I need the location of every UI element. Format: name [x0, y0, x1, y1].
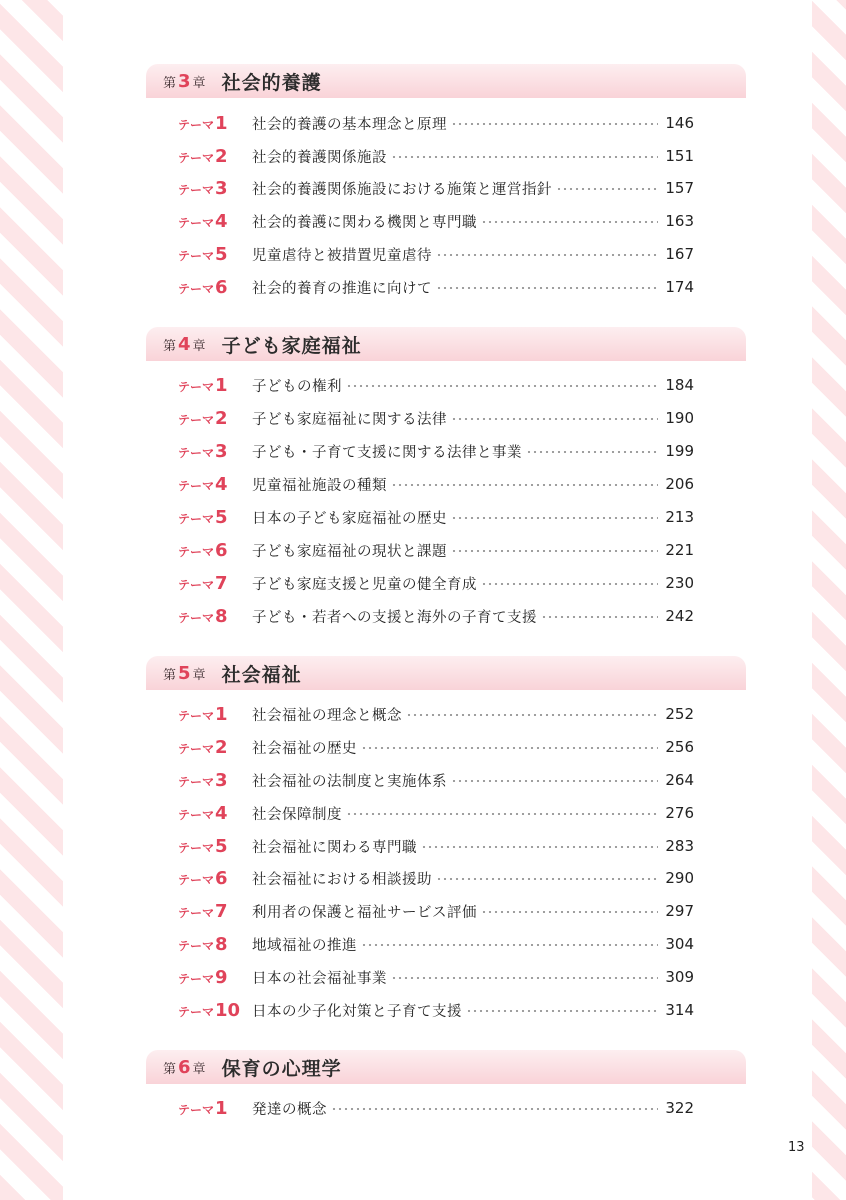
- page-number: 322: [665, 1099, 694, 1117]
- theme-number: テーマ 1: [178, 1097, 228, 1119]
- entry-title: 子ども家庭福祉の現状と課題: [252, 543, 447, 560]
- toc-entry[interactable]: [178, 571, 694, 595]
- theme-number: テーマ 6: [178, 276, 228, 298]
- page-number: 242: [665, 607, 694, 625]
- entry-title: 子どもの権利: [252, 378, 342, 395]
- chapter-title: 子ども家庭福祉: [221, 334, 362, 357]
- dot-leader: [481, 221, 658, 223]
- toc-entry[interactable]: [178, 1096, 694, 1120]
- toc-entry[interactable]: [178, 505, 694, 529]
- dot-leader: [451, 780, 658, 782]
- page-number: 151: [665, 147, 694, 165]
- toc-entry[interactable]: [178, 472, 694, 496]
- theme-number: テーマ 5: [178, 835, 228, 857]
- toc-entry[interactable]: [178, 176, 694, 200]
- dot-leader: [361, 747, 658, 749]
- toc-entry[interactable]: [178, 866, 694, 890]
- entry-title: 社会的養護関係施設における施策と運営指針: [252, 181, 552, 198]
- theme-number: テーマ 9: [178, 966, 228, 988]
- toc-entry[interactable]: [178, 275, 694, 299]
- dot-leader: [451, 418, 658, 420]
- chapter-number: 第 3 章: [163, 70, 206, 92]
- theme-number: テーマ 3: [178, 440, 228, 462]
- entry-title: 利用者の保護と福祉サービス評価: [252, 904, 477, 921]
- theme-number: テーマ 2: [178, 407, 228, 429]
- theme-number: テーマ 7: [178, 572, 228, 594]
- page-number: 304: [665, 935, 694, 953]
- theme-number: テーマ 3: [178, 177, 228, 199]
- theme-number: テーマ 1: [178, 703, 228, 725]
- toc-entry[interactable]: [178, 801, 694, 825]
- theme-number: テーマ 3: [178, 769, 228, 791]
- dot-leader: [436, 878, 658, 880]
- entry-title: 日本の少子化対策と子育て支援: [252, 1003, 462, 1020]
- entry-title: 社会福祉に関わる専門職: [252, 839, 417, 856]
- page-number: 206: [665, 475, 694, 493]
- page-number: 190: [665, 409, 694, 427]
- dot-leader: [436, 254, 658, 256]
- dot-leader: [451, 550, 658, 552]
- theme-number: テーマ 4: [178, 802, 228, 824]
- entry-title: 社会福祉の法制度と実施体系: [252, 773, 447, 790]
- chapter-title: 保育の心理学: [221, 1057, 342, 1080]
- chapter-number: 第 5 章: [163, 662, 206, 684]
- dot-leader: [556, 188, 658, 190]
- page-number: 199: [665, 442, 694, 460]
- page-number: 309: [665, 968, 694, 986]
- page-number: 252: [665, 705, 694, 723]
- entry-title: 地域福祉の推進: [252, 937, 357, 954]
- entry-title: 社会的養護の基本理念と原理: [252, 116, 447, 133]
- theme-number: テーマ 5: [178, 243, 228, 265]
- chapter-header: [146, 327, 746, 361]
- entry-title: 社会福祉の理念と概念: [252, 707, 402, 724]
- theme-number: テーマ 10: [178, 999, 241, 1021]
- page-number: 157: [665, 179, 694, 197]
- theme-number: テーマ 6: [178, 867, 228, 889]
- theme-number: テーマ 5: [178, 506, 228, 528]
- toc-entry[interactable]: [178, 144, 694, 168]
- entry-title: 社会的養護に関わる機関と専門職: [252, 214, 477, 231]
- theme-number: テーマ 1: [178, 374, 228, 396]
- chapter-title: 社会的養護: [221, 71, 322, 94]
- toc-entry[interactable]: [178, 998, 694, 1022]
- entry-title: 子ども家庭支援と児童の健全育成: [252, 576, 477, 593]
- dot-leader: [406, 714, 658, 716]
- dot-leader: [451, 123, 658, 125]
- theme-number: テーマ 7: [178, 900, 228, 922]
- page-number: 276: [665, 804, 694, 822]
- entry-title: 子ども家庭福祉に関する法律: [252, 411, 447, 428]
- page-number: 230: [665, 574, 694, 592]
- toc-entry[interactable]: [178, 604, 694, 628]
- theme-number: テーマ 2: [178, 145, 228, 167]
- toc-entry[interactable]: [178, 439, 694, 463]
- toc-entry[interactable]: [178, 932, 694, 956]
- theme-number: テーマ 8: [178, 933, 228, 955]
- chapter-title: 社会福祉: [221, 663, 302, 686]
- entry-title: 子ども・子育て支援に関する法律と事業: [252, 444, 522, 461]
- entry-title: 発達の概念: [252, 1101, 327, 1118]
- entry-title: 児童福祉施設の種類: [252, 477, 387, 494]
- page-number: 146: [665, 114, 694, 132]
- dot-leader: [346, 385, 658, 387]
- toc-entry[interactable]: [178, 899, 694, 923]
- page-number: 163: [665, 212, 694, 230]
- theme-number: テーマ 6: [178, 539, 228, 561]
- entry-title: 社会的養護関係施設: [252, 149, 387, 166]
- folio-page-number: 13: [788, 1140, 805, 1155]
- theme-number: テーマ 8: [178, 605, 228, 627]
- toc-entry[interactable]: [178, 373, 694, 397]
- entry-title: 社会保障制度: [252, 806, 342, 823]
- dot-leader: [436, 287, 658, 289]
- dot-leader: [481, 583, 658, 585]
- theme-number: テーマ 4: [178, 473, 228, 495]
- dot-leader: [541, 616, 658, 618]
- entry-title: 日本の社会福祉事業: [252, 970, 387, 987]
- page-number: 264: [665, 771, 694, 789]
- chapter-number: 第 6 章: [163, 1056, 206, 1078]
- chapter-number: 第 4 章: [163, 333, 206, 355]
- chapter-header: [146, 64, 746, 98]
- dot-leader: [391, 484, 658, 486]
- toc-entry[interactable]: [178, 834, 694, 858]
- page-number: 314: [665, 1001, 694, 1019]
- theme-number: テーマ 4: [178, 210, 228, 232]
- chapter-header: [146, 656, 746, 690]
- toc-entry[interactable]: [178, 209, 694, 233]
- dot-leader: [526, 451, 658, 453]
- page-number: 283: [665, 837, 694, 855]
- entry-title: 日本の子ども家庭福祉の歴史: [252, 510, 447, 527]
- theme-number: テーマ 2: [178, 736, 228, 758]
- dot-leader: [466, 1010, 658, 1012]
- dot-leader: [331, 1108, 658, 1110]
- page-number: 221: [665, 541, 694, 559]
- toc-entry[interactable]: [178, 406, 694, 430]
- toc-entry[interactable]: [178, 735, 694, 759]
- dot-leader: [346, 813, 658, 815]
- dot-leader: [391, 977, 658, 979]
- dot-leader: [451, 517, 658, 519]
- dot-leader: [361, 944, 658, 946]
- page-number: 213: [665, 508, 694, 526]
- dot-leader: [391, 156, 658, 158]
- page-number: 256: [665, 738, 694, 756]
- chapter-header: [146, 1050, 746, 1084]
- dot-leader: [421, 846, 658, 848]
- entry-title: 児童虐待と被措置児童虐待: [252, 247, 432, 264]
- entry-title: 社会的養育の推進に向けて: [252, 280, 432, 297]
- entry-title: 社会福祉における相談援助: [252, 871, 432, 888]
- toc-entry[interactable]: [178, 768, 694, 792]
- toc-entry[interactable]: [178, 538, 694, 562]
- toc-entry[interactable]: [178, 242, 694, 266]
- page-number: 290: [665, 869, 694, 887]
- page-number: 297: [665, 902, 694, 920]
- entry-title: 子ども・若者への支援と海外の子育て支援: [252, 609, 537, 626]
- theme-number: テーマ 1: [178, 112, 228, 134]
- toc-entry[interactable]: [178, 702, 694, 726]
- page-number: 167: [665, 245, 694, 263]
- toc-entry[interactable]: [178, 111, 694, 135]
- toc-entry[interactable]: [178, 965, 694, 989]
- page-number: 174: [665, 278, 694, 296]
- dot-leader: [481, 911, 658, 913]
- entry-title: 社会福祉の歴史: [252, 740, 357, 757]
- page-number: 184: [665, 376, 694, 394]
